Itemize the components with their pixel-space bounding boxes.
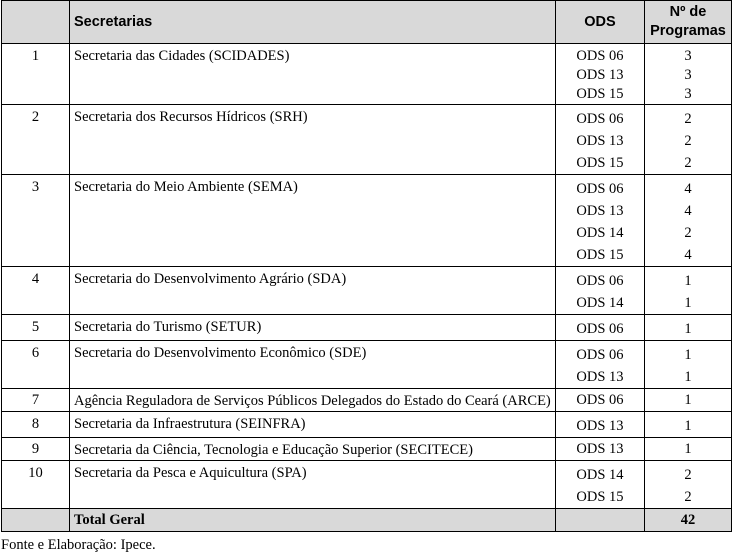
secretaria-name: Secretaria das Cidades (SCIDADES) [70, 44, 556, 105]
programas-value: 2 [684, 467, 692, 483]
table-row [2, 341, 732, 389]
ods-cell [556, 412, 645, 438]
ods-cell [556, 315, 645, 341]
table-row [2, 267, 732, 315]
programas-value: 1 [684, 347, 692, 363]
total-row [2, 509, 732, 532]
ods-value: ODS 13 [576, 418, 624, 434]
programas-value: 4 [684, 181, 692, 197]
row-number: 3 [2, 175, 70, 267]
ods-value: ODS 13 [576, 203, 624, 219]
ods-value: ODS 06 [576, 347, 624, 363]
programas-value: 1 [684, 273, 692, 289]
secretaria-name: Secretaria do Desenvolvimento Econômico (SDE) [70, 341, 556, 389]
secretaria-name: Secretaria da Ciência, Tecnologia e Educação Superior (SECITECE) [70, 438, 556, 461]
ods-value: ODS 14 [576, 467, 624, 483]
programas-value: 2 [684, 133, 692, 149]
programs-table [1, 0, 732, 532]
ods-cell [556, 389, 645, 412]
secretaria-name: Agência Reguladora de Serviços Públicos Delegados do Estado do Ceará (ARCE) [70, 389, 556, 412]
ods-value: ODS 13 [576, 67, 624, 83]
ods-cell [556, 105, 645, 175]
source-note: Fonte e Elaboração: Ipece. [1, 537, 156, 553]
header-ods: ODS [556, 1, 645, 44]
programas-value: 1 [684, 392, 692, 408]
header-programas-line2: Programas [650, 23, 726, 39]
row-number: 9 [2, 438, 70, 461]
ods-value: ODS 06 [576, 273, 624, 289]
table-row [2, 438, 732, 461]
secretaria-name: Secretaria do Turismo (SETUR) [70, 315, 556, 341]
row-number: 10 [2, 461, 70, 509]
ods-value: ODS 14 [576, 295, 624, 311]
ods-cell [556, 44, 645, 105]
programas-value: 1 [684, 441, 692, 457]
secretaria-name: Secretaria da Pesca e Aquicultura (SPA) [70, 461, 556, 509]
programas-value: 1 [684, 321, 692, 337]
programas-value: 2 [684, 225, 692, 241]
programas-cell [645, 267, 732, 315]
programas-value: 4 [684, 247, 692, 263]
header-programas-line1: Nº de [669, 4, 707, 20]
programas-value: 3 [684, 48, 692, 64]
programas-value: 3 [684, 86, 692, 102]
ods-value: ODS 13 [576, 133, 624, 149]
total-num-cell [2, 509, 70, 532]
table-row [2, 175, 732, 267]
table-body [2, 44, 732, 532]
programas-cell [645, 175, 732, 267]
total-label: Total Geral [70, 509, 556, 532]
ods-value: ODS 06 [576, 111, 624, 127]
programas-cell [645, 315, 732, 341]
row-number: 2 [2, 105, 70, 175]
table-row [2, 389, 732, 412]
header-secretarias: Secretarias [70, 1, 556, 44]
row-number: 8 [2, 412, 70, 438]
ods-value: ODS 15 [576, 489, 624, 505]
ods-cell [556, 175, 645, 267]
programas-cell [645, 461, 732, 509]
row-number: 6 [2, 341, 70, 389]
programas-cell [645, 412, 732, 438]
programas-cell [645, 44, 732, 105]
programas-value: 1 [684, 295, 692, 311]
programas-cell [645, 438, 732, 461]
programas-value: 1 [684, 369, 692, 385]
ods-cell [556, 461, 645, 509]
header-programas [645, 1, 732, 44]
programas-value: 2 [684, 489, 692, 505]
ods-value: ODS 13 [576, 441, 624, 457]
table-row [2, 461, 732, 509]
table-row [2, 44, 732, 105]
header-num [2, 1, 70, 44]
programas-value: 2 [684, 155, 692, 171]
ods-value: ODS 06 [576, 48, 624, 64]
secretaria-name: Secretaria da Infraestrutura (SEINFRA) [70, 412, 556, 438]
ods-cell [556, 341, 645, 389]
programas-cell [645, 341, 732, 389]
row-number: 1 [2, 44, 70, 105]
table-row [2, 315, 732, 341]
table-row [2, 105, 732, 175]
row-number: 5 [2, 315, 70, 341]
ods-value: ODS 13 [576, 369, 624, 385]
ods-value: ODS 06 [576, 321, 624, 337]
programas-cell [645, 389, 732, 412]
ods-value: ODS 06 [576, 392, 624, 408]
ods-cell [556, 438, 645, 461]
ods-value: ODS 14 [576, 225, 624, 241]
secretaria-name: Secretaria do Desenvolvimento Agrário (SDA) [70, 267, 556, 315]
secretaria-name: Secretaria do Meio Ambiente (SEMA) [70, 175, 556, 267]
ods-cell [556, 267, 645, 315]
programas-value: 4 [684, 203, 692, 219]
total-ods-cell [556, 509, 645, 532]
programas-value: 2 [684, 111, 692, 127]
row-number: 4 [2, 267, 70, 315]
total-value: 42 [645, 509, 732, 532]
row-number: 7 [2, 389, 70, 412]
table-header [2, 1, 732, 44]
programas-cell [645, 105, 732, 175]
ods-value: ODS 06 [576, 181, 624, 197]
programas-value: 3 [684, 67, 692, 83]
ods-value: ODS 15 [576, 247, 624, 263]
programas-value: 1 [684, 418, 692, 434]
ods-value: ODS 15 [576, 155, 624, 171]
secretaria-name: Secretaria dos Recursos Hídricos (SRH) [70, 105, 556, 175]
table-row [2, 412, 732, 438]
ods-value: ODS 15 [576, 86, 624, 102]
